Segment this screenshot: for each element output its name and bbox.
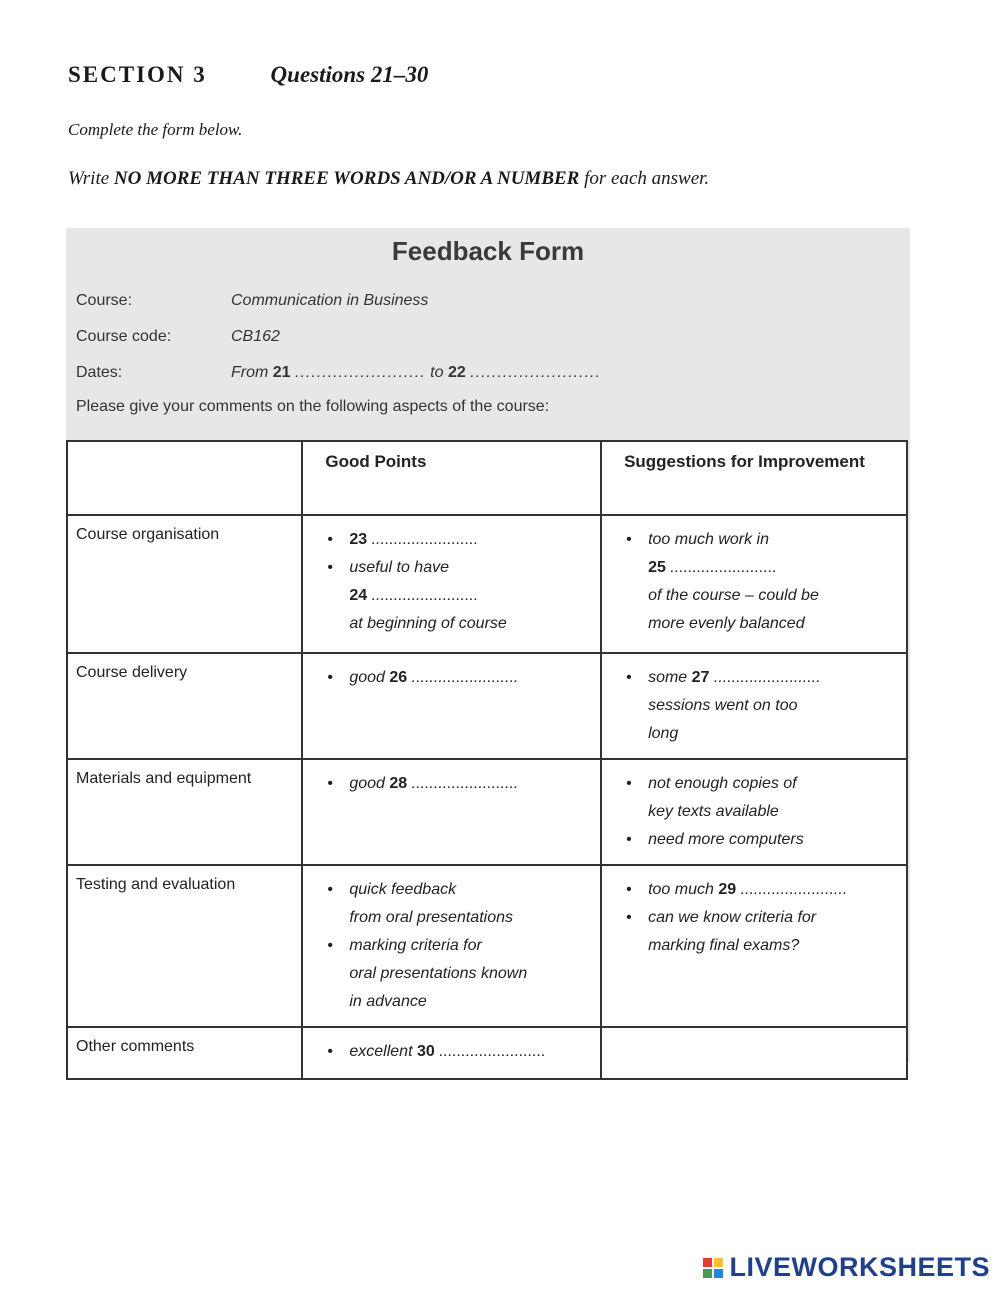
question-number: 23	[349, 531, 368, 548]
suggest-line: marking final exams?	[648, 937, 800, 954]
suggest-point	[626, 904, 898, 960]
course-code-value: CB162	[231, 328, 280, 345]
good-line[interactable]: 24 ........................	[349, 587, 479, 604]
suggest-point	[626, 826, 898, 854]
table-row	[67, 653, 907, 759]
aspect-cell: Course organisation	[67, 515, 302, 653]
section-heading	[68, 62, 428, 88]
good-line[interactable]: • good 28 ........................	[349, 775, 519, 792]
suggestions-cell	[601, 515, 907, 653]
comments-prompt: Please give your comments on the following aspects of the course:	[76, 398, 550, 415]
question-number: 30	[416, 1043, 435, 1060]
suggest-line: of the course – could be	[648, 587, 819, 604]
good-line[interactable]: • good 26 ........................	[349, 669, 519, 686]
section-label: SECTION 3	[68, 62, 207, 87]
good-line: in advance	[349, 993, 427, 1010]
good-point	[327, 526, 592, 554]
suggest-point	[626, 664, 898, 748]
q22-blank[interactable]: ........................	[470, 364, 601, 381]
good-points-cell	[302, 1027, 601, 1079]
question-number: 26	[389, 669, 408, 686]
good-line: from oral presentations	[349, 909, 513, 926]
dates-value	[231, 364, 601, 382]
suggest-line[interactable]: • too much 29 ........................	[648, 881, 848, 898]
brand-square-yellow	[714, 1258, 723, 1267]
suggest-point	[626, 876, 898, 904]
header-aspect	[67, 441, 302, 515]
suggest-line: • too much work in	[648, 531, 769, 548]
form-title: Feedback Form	[391, 236, 585, 266]
suggest-point	[626, 526, 898, 638]
suggest-list	[610, 876, 898, 960]
good-line: • marking criteria for	[349, 937, 482, 954]
good-list	[311, 1038, 592, 1066]
brand-square-blue	[714, 1269, 723, 1278]
aspect-cell: Materials and equipment	[67, 759, 302, 865]
good-line[interactable]: • excellent 30 ........................	[349, 1043, 546, 1060]
good-point	[327, 554, 592, 638]
table-header-row	[67, 441, 907, 515]
suggest-line: • can we know criteria for	[648, 909, 817, 926]
table-row	[67, 865, 907, 1027]
good-points-cell	[302, 653, 601, 759]
suggestions-cell	[601, 1027, 907, 1079]
suggest-point	[626, 770, 898, 826]
good-point	[327, 770, 592, 798]
question-number: 24	[349, 587, 368, 604]
instruction-word-limit	[68, 168, 709, 190]
dates-label: Dates:	[76, 364, 123, 381]
good-points-cell	[302, 515, 601, 653]
question-number: 27	[691, 669, 710, 686]
good-line[interactable]: • 23 ........................	[349, 531, 479, 548]
good-list	[311, 770, 592, 798]
suggestions-cell	[601, 653, 907, 759]
question-number: 28	[389, 775, 408, 792]
good-points-cell	[302, 759, 601, 865]
suggest-line: more evenly balanced	[648, 615, 805, 632]
good-line: • useful to have	[349, 559, 449, 576]
good-line: • quick feedback	[349, 881, 457, 898]
brand-text: LIVEWORKSHEETS	[729, 1252, 990, 1282]
suggest-line: • need more computers	[648, 831, 804, 848]
liveworksheets-logo	[703, 1252, 990, 1283]
dates-from: From	[231, 364, 269, 381]
suggestions-cell	[601, 759, 907, 865]
good-line: oral presentations known	[349, 965, 528, 982]
brand-square-red	[703, 1258, 712, 1267]
header-good-points: Good Points	[302, 441, 601, 515]
aspect-cell: Course delivery	[67, 653, 302, 759]
header-suggestions: Suggestions for Improvement	[601, 441, 907, 515]
suggest-line[interactable]: 25 ........................	[648, 559, 777, 576]
good-list	[311, 526, 592, 638]
good-point	[327, 932, 592, 1016]
instruction-bold: NO MORE THAN THREE WORDS AND/OR A NUMBER	[113, 168, 580, 189]
table-row	[67, 759, 907, 865]
course-value: Communication in Business	[231, 292, 429, 309]
suggest-line: long	[648, 725, 679, 742]
questions-range: Questions 21–30	[270, 62, 429, 87]
suggest-list	[610, 526, 898, 638]
dates-to: to	[430, 364, 444, 381]
suggest-line: • not enough copies of	[648, 775, 797, 792]
instruction-complete: Complete the form below.	[68, 120, 243, 139]
suggest-line: sessions went on too	[648, 697, 798, 714]
course-label: Course:	[76, 292, 133, 309]
course-code-label: Course code:	[76, 328, 172, 345]
good-line: at beginning of course	[349, 615, 507, 632]
question-number: 29	[718, 881, 737, 898]
aspect-cell: Testing and evaluation	[67, 865, 302, 1027]
brand-square-green	[703, 1269, 712, 1278]
suggest-list	[610, 664, 898, 748]
good-point	[327, 664, 592, 692]
q22-number: 22	[447, 364, 466, 381]
good-point	[327, 1038, 592, 1066]
table-row	[67, 1027, 907, 1079]
suggest-line[interactable]: • some 27 ........................	[648, 669, 821, 686]
good-list	[311, 876, 592, 1016]
aspect-cell: Other comments	[67, 1027, 302, 1079]
feedback-table	[66, 440, 908, 1080]
table-body	[67, 515, 907, 1079]
good-point	[327, 876, 592, 932]
instruction-prefix: Write	[68, 168, 110, 189]
good-list	[311, 664, 592, 692]
table-row	[67, 515, 907, 653]
suggest-line: key texts available	[648, 803, 779, 820]
suggest-list	[610, 770, 898, 854]
good-points-cell	[302, 865, 601, 1027]
question-number: 25	[648, 559, 666, 576]
suggestions-cell	[601, 865, 907, 1027]
brand-logo-icon	[703, 1258, 723, 1278]
instruction-suffix: for each answer.	[584, 168, 710, 189]
q21-blank[interactable]: ........................	[295, 364, 426, 381]
q21-number: 21	[272, 364, 291, 381]
